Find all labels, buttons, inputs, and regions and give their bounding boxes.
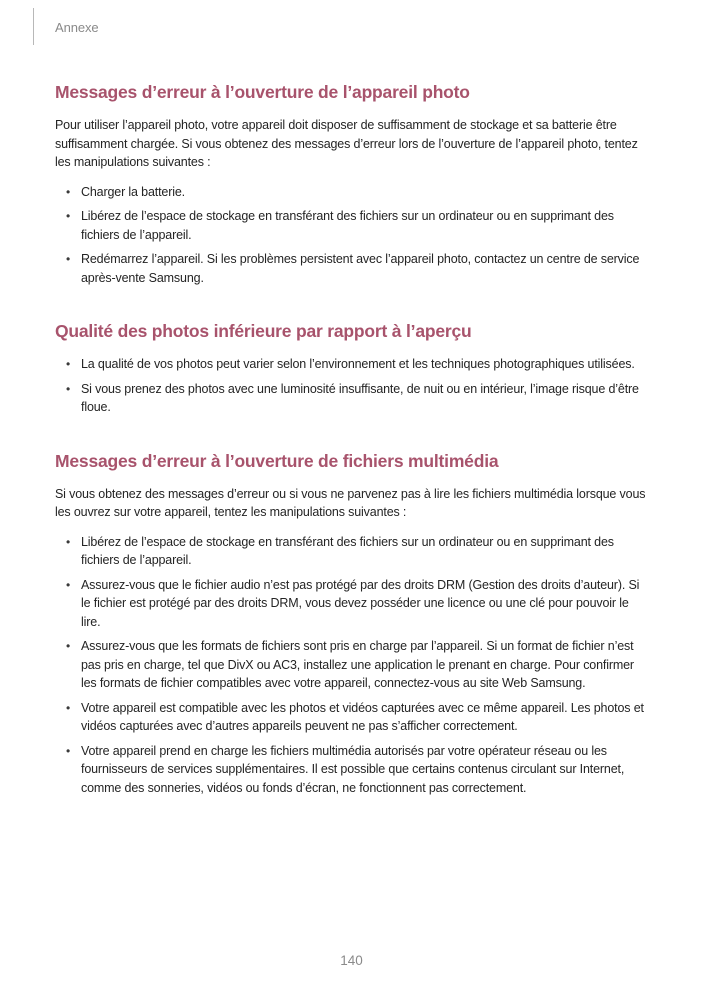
list-item — [66, 183, 650, 202]
section-title: Qualité des photos inférieure par rapport à l’aperçu — [55, 321, 472, 341]
list-item-text: Votre appareil prend en charge les fichiers multimédia autorisés par votre opérateur réseau ou les fournisseurs de services supplémentaires. Il est possible que certains contenus circulant sur Internet, comme des sonneries, vidéos ou fonds d’écran, ne fonctionnent pas correctement. — [81, 743, 625, 795]
bullet-list — [55, 355, 650, 417]
list-item — [66, 699, 650, 736]
bullet-icon: • — [66, 184, 71, 199]
section-camera-errors — [55, 82, 650, 287]
list-item-text: Charger la batterie. — [81, 184, 186, 199]
list-item — [66, 250, 650, 287]
header-divider — [33, 8, 34, 45]
list-item — [66, 533, 650, 570]
list-item — [66, 380, 650, 417]
bullet-list — [55, 183, 650, 288]
bullet-icon: • — [66, 381, 71, 396]
bullet-icon: • — [66, 252, 71, 266]
page-number: 140 — [340, 953, 363, 968]
page-content — [55, 0, 650, 803]
list-item-text: Si vous prenez des photos avec une luminosité insuffisante, de nuit ou en intérieur, l’image risque d’être floue. — [81, 381, 639, 414]
list-item-text: Votre appareil est compatible avec les photos et vidéos capturées avec ce même appareil. Les photos et vidéos capturées avec d’autres appareils peuvent ne pas s’afficher correctement. — [81, 700, 644, 733]
section-intro: Pour utiliser l’appareil photo, votre appareil doit disposer de suffisamment de stockage et sa batterie être suffisamment chargée. Si vous obtenez des messages d’erreur lors de l’ouverture de l’appareil photo, tentez les manipulations suivantes : — [55, 118, 638, 169]
list-item — [66, 207, 650, 244]
list-item — [66, 576, 650, 632]
section-multimedia-errors — [55, 451, 650, 798]
list-item-text: Redémarrez l’appareil. Si les problèmes persistent avec l’appareil photo, contactez un centre de service après-vente Samsung. — [81, 252, 640, 285]
section-photo-quality — [55, 321, 650, 417]
breadcrumb: Annexe — [55, 20, 99, 35]
list-item-text: La qualité de vos photos peut varier selon l’environnement et les techniques photographiques utilisées. — [81, 357, 635, 371]
bullet-list — [55, 533, 650, 798]
bullet-icon: • — [66, 700, 71, 715]
bullet-icon: • — [66, 534, 71, 549]
list-item — [66, 355, 650, 374]
bullet-icon: • — [66, 639, 71, 653]
bullet-icon: • — [66, 577, 71, 592]
list-item — [66, 637, 650, 693]
list-item-text: Libérez de l’espace de stockage en transférant des fichiers sur un ordinateur ou en supprimant des fichiers de l’appareil. — [81, 209, 614, 242]
section-intro: Si vous obtenez des messages d’erreur ou si vous ne parvenez pas à lire les fichiers multimédia lorsque vous les ouvrez sur votre appareil, tentez les manipulations suivantes : — [55, 486, 646, 519]
list-item-text: Libérez de l’espace de stockage en transférant des fichiers sur un ordinateur ou en supprimant des fichiers de l’appareil. — [81, 534, 614, 567]
section-title: Messages d’erreur à l’ouverture de l’appareil photo — [55, 82, 470, 102]
list-item — [66, 742, 650, 798]
bullet-icon: • — [66, 209, 71, 223]
section-title: Messages d’erreur à l’ouverture de fichiers multimédia — [55, 450, 499, 471]
list-item-text: Assurez-vous que le fichier audio n’est pas protégé par des droits DRM (Gestion des droits d’auteur). Si le fichier est protégé par des droits DRM, vous devez posséder une licence ou une clé pour pouvoir le lire. — [81, 577, 640, 629]
bullet-icon: • — [66, 357, 71, 371]
bullet-icon: • — [66, 743, 71, 758]
list-item-text: Assurez-vous que les formats de fichiers sont pris en charge par l’appareil. Si un format de fichier n’est pas pris en charge, tel que DivX ou AC3, installez une application le prenant en charge. Pour confirmer les formats de fichier compatibles avec votre appareil, connectez-vous au site Web Samsung. — [81, 639, 634, 690]
